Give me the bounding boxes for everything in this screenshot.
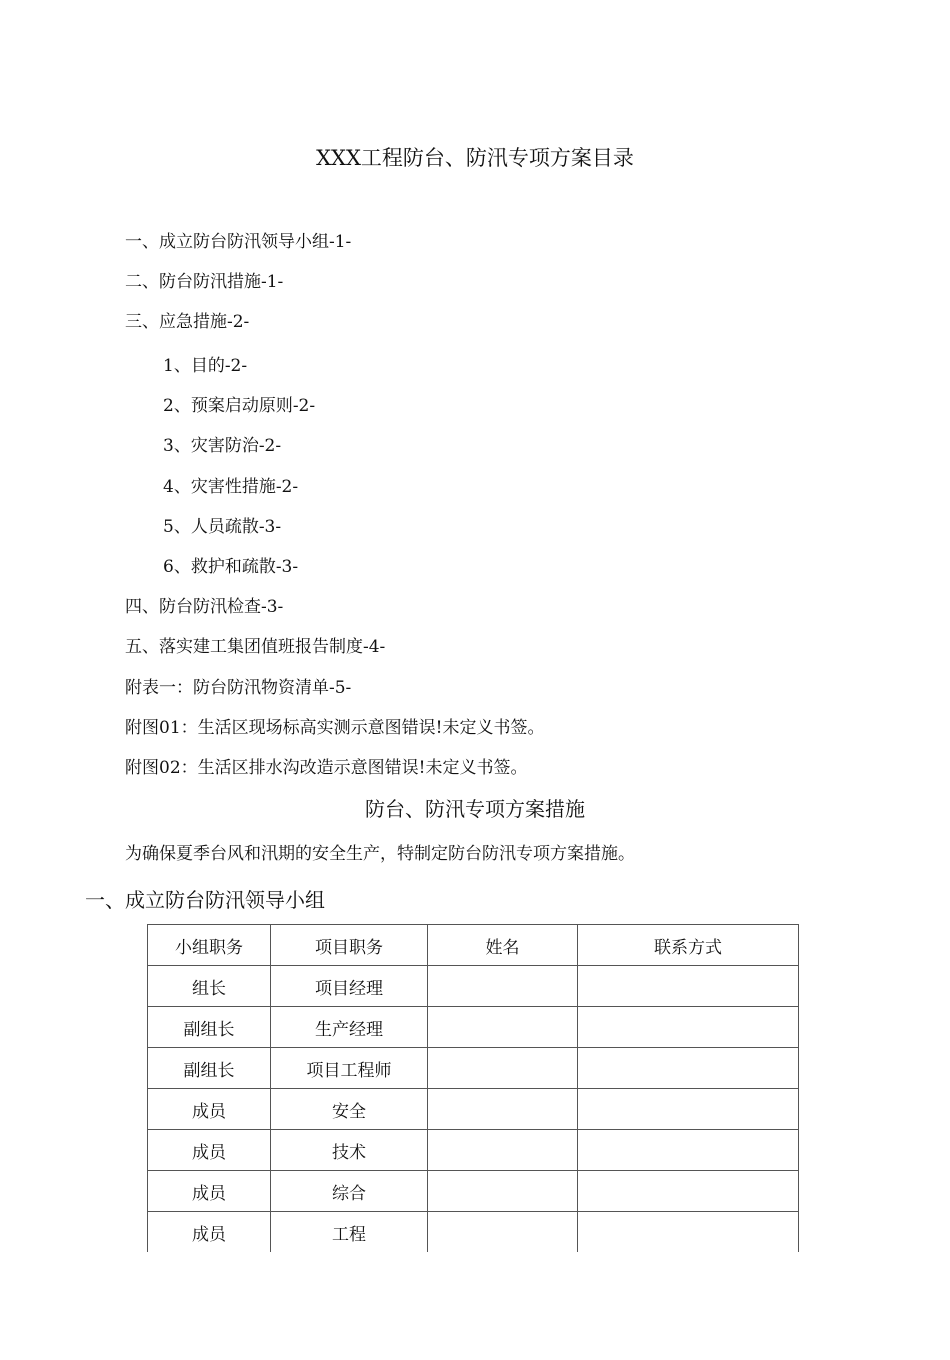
table-cell: 副组长 [148,1007,271,1048]
document-title: XXX工程防台、防汛专项方案目录 [316,146,634,170]
table-cell: 成员 [148,1212,271,1253]
header-cell: 联系方式 [578,925,799,966]
toc-item[interactable]: 三、应急措施-2- [125,312,250,332]
table-cell: 组长 [148,966,271,1007]
table-row [148,1007,799,1048]
header-cell: 小组职务 [148,925,271,966]
section-title: 防台、防汛专项方案措施 [365,797,585,821]
table-cell: 项目经理 [271,966,428,1007]
table-cell: 综合 [271,1171,428,1212]
table-cell[interactable] [578,1007,799,1048]
table-cell[interactable] [578,1130,799,1171]
table-cell[interactable] [578,966,799,1007]
table-cell[interactable] [578,1048,799,1089]
toc-item[interactable]: 附图01：生活区现场标高实测示意图错误!未定义书签。 [125,718,545,738]
table-cell: 成员 [148,1130,271,1171]
table-row [148,1212,799,1253]
table-row [148,1130,799,1171]
table-cell[interactable] [578,1212,799,1253]
leadership-table [147,924,799,1252]
heading-leadership-group: 一、成立防台防汛领导小组 [85,888,325,912]
table-cell[interactable] [428,1212,578,1253]
table-cell: 副组长 [148,1048,271,1089]
table-cell[interactable] [428,1171,578,1212]
table-row [148,1089,799,1130]
table-cell: 项目工程师 [271,1048,428,1089]
header-cell: 项目职务 [271,925,428,966]
table-header-row [148,925,799,966]
toc-subitem[interactable]: 1、目的-2- [163,356,248,376]
table-cell[interactable] [428,1130,578,1171]
table-cell[interactable] [428,1007,578,1048]
intro-paragraph: 为确保夏季台风和汛期的安全生产，特制定防台防汛专项方案措施。 [125,844,635,864]
toc-item[interactable]: 五、落实建工集团值班报告制度-4- [125,637,386,657]
table-cell[interactable] [578,1089,799,1130]
toc-subitem[interactable]: 4、灾害性措施-2- [163,477,299,497]
table-cell[interactable] [428,1089,578,1130]
toc-item[interactable]: 二、防台防汛措施-1- [125,272,284,292]
table-cell[interactable] [428,1048,578,1089]
table-row [148,1048,799,1089]
toc-subitem[interactable]: 2、预案启动原则-2- [163,396,316,416]
table-row [148,966,799,1007]
toc-subitem[interactable]: 6、救护和疏散-3- [163,557,299,577]
toc-subitem[interactable]: 5、人员疏散-3- [163,517,282,537]
table-cell: 技术 [271,1130,428,1171]
toc-item[interactable]: 一、成立防台防汛领导小组-1- [125,232,352,252]
table-cell: 安全 [271,1089,428,1130]
table-cell: 生产经理 [271,1007,428,1048]
table-cell: 成员 [148,1089,271,1130]
table-cell: 成员 [148,1171,271,1212]
header-cell: 姓名 [428,925,578,966]
toc-subitem[interactable]: 3、灾害防治-2- [163,436,282,456]
toc-item[interactable]: 四、防台防汛检查-3- [125,597,284,617]
toc-item[interactable]: 附图02：生活区排水沟改造示意图错误!未定义书签。 [125,758,528,778]
table-cell[interactable] [428,966,578,1007]
table-cell: 工程 [271,1212,428,1253]
table-cell[interactable] [578,1171,799,1212]
toc-item[interactable]: 附表一：防台防汛物资清单-5- [125,678,352,698]
table-row [148,1171,799,1212]
